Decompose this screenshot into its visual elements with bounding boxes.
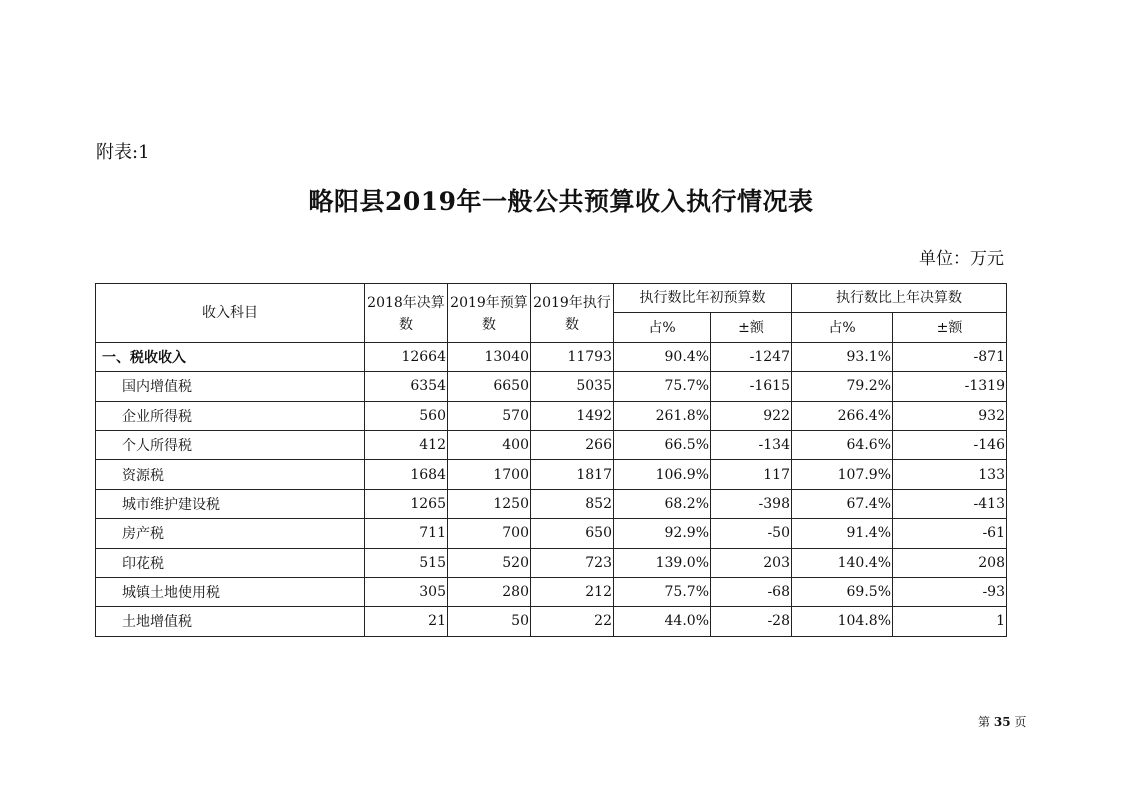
- cell-diff-budget: -398: [711, 489, 792, 518]
- cell-pct-budget: 261.8%: [614, 401, 711, 430]
- row-name: 印花税: [96, 548, 365, 577]
- cell-pct-budget: 90.4%: [614, 342, 711, 371]
- cell-diff-budget: -1615: [711, 372, 792, 401]
- cell-2018-final: 12664: [365, 342, 448, 371]
- cell-diff-lastyear: -1319: [893, 372, 1007, 401]
- cell-pct-lastyear: 79.2%: [792, 372, 893, 401]
- table-row: [96, 460, 1007, 489]
- cell-2019-budget: 13040: [448, 342, 531, 371]
- header-2018-final: 2018年决算数: [365, 284, 448, 343]
- row-name: 城镇土地使用税: [96, 577, 365, 606]
- cell-pct-lastyear: 266.4%: [792, 401, 893, 430]
- cell-pct-budget: 75.7%: [614, 577, 711, 606]
- table-row: [96, 489, 1007, 518]
- cell-diff-lastyear: 1: [893, 607, 1007, 636]
- row-name: 城市维护建设税: [96, 489, 365, 518]
- cell-pct-lastyear: 107.9%: [792, 460, 893, 489]
- unit-label: 单位：万元: [919, 249, 1004, 269]
- cell-diff-budget: 203: [711, 548, 792, 577]
- cell-pct-budget: 68.2%: [614, 489, 711, 518]
- cell-2019-exec: 723: [531, 548, 614, 577]
- cell-diff-budget: -68: [711, 577, 792, 606]
- cell-2018-final: 305: [365, 577, 448, 606]
- cell-2019-budget: 50: [448, 607, 531, 636]
- page-number-value: 35: [993, 715, 1011, 729]
- header-2019-exec: 2019年执行数: [531, 284, 614, 343]
- table-row: [96, 548, 1007, 577]
- cell-2018-final: 515: [365, 548, 448, 577]
- cell-diff-budget: -50: [711, 519, 792, 548]
- cell-2019-budget: 280: [448, 577, 531, 606]
- row-name: 一、税收收入: [96, 342, 365, 371]
- cell-diff-lastyear: -146: [893, 430, 1007, 459]
- cell-pct-budget: 139.0%: [614, 548, 711, 577]
- revenue-table: [95, 283, 1007, 637]
- table-row: [96, 577, 1007, 606]
- header-diff-budget: ±额: [711, 313, 792, 342]
- cell-diff-budget: -28: [711, 607, 792, 636]
- row-name: 资源税: [96, 460, 365, 489]
- cell-2018-final: 6354: [365, 372, 448, 401]
- row-name: 企业所得税: [96, 401, 365, 430]
- header-group-vs-budget: 执行数比年初预算数: [614, 284, 792, 313]
- cell-diff-budget: 922: [711, 401, 792, 430]
- cell-2018-final: 1265: [365, 489, 448, 518]
- table-row: [96, 430, 1007, 459]
- cell-diff-lastyear: 208: [893, 548, 1007, 577]
- cell-diff-lastyear: -413: [893, 489, 1007, 518]
- header-2019-budget: 2019年预算数: [448, 284, 531, 343]
- header-group-vs-lastyear: 执行数比上年决算数: [792, 284, 1007, 313]
- appendix-label: 附表:1: [96, 142, 150, 163]
- cell-diff-budget: 117: [711, 460, 792, 489]
- header-pct-lastyear: 占%: [792, 313, 893, 342]
- table-row: [96, 342, 1007, 371]
- cell-2019-budget: 400: [448, 430, 531, 459]
- cell-2018-final: 560: [365, 401, 448, 430]
- row-name: 个人所得税: [96, 430, 365, 459]
- page-suffix: 页: [1014, 715, 1027, 729]
- cell-diff-lastyear: -93: [893, 577, 1007, 606]
- table-row: [96, 401, 1007, 430]
- row-name: 国内增值税: [96, 372, 365, 401]
- cell-2019-exec: 852: [531, 489, 614, 518]
- cell-2019-budget: 520: [448, 548, 531, 577]
- cell-2019-exec: 650: [531, 519, 614, 548]
- cell-2019-exec: 5035: [531, 372, 614, 401]
- cell-2019-exec: 266: [531, 430, 614, 459]
- cell-diff-budget: -1247: [711, 342, 792, 371]
- row-name: 土地增值税: [96, 607, 365, 636]
- cell-diff-budget: -134: [711, 430, 792, 459]
- cell-diff-lastyear: -871: [893, 342, 1007, 371]
- cell-2018-final: 412: [365, 430, 448, 459]
- header-diff-lastyear: ±额: [893, 313, 1007, 342]
- cell-pct-lastyear: 104.8%: [792, 607, 893, 636]
- table-row: [96, 519, 1007, 548]
- row-name: 房产税: [96, 519, 365, 548]
- page-number: [978, 713, 1026, 730]
- cell-2019-budget: 1250: [448, 489, 531, 518]
- cell-2019-budget: 570: [448, 401, 531, 430]
- cell-2019-exec: 1492: [531, 401, 614, 430]
- table-row: [96, 607, 1007, 636]
- cell-pct-budget: 44.0%: [614, 607, 711, 636]
- cell-diff-lastyear: 133: [893, 460, 1007, 489]
- cell-pct-lastyear: 64.6%: [792, 430, 893, 459]
- header-item: 收入科目: [96, 284, 365, 343]
- cell-2019-exec: 22: [531, 607, 614, 636]
- table-row: [96, 372, 1007, 401]
- cell-2018-final: 21: [365, 607, 448, 636]
- cell-2019-exec: 1817: [531, 460, 614, 489]
- page-prefix: 第: [978, 715, 991, 729]
- cell-pct-budget: 106.9%: [614, 460, 711, 489]
- cell-2019-budget: 700: [448, 519, 531, 548]
- cell-diff-lastyear: 932: [893, 401, 1007, 430]
- cell-2018-final: 1684: [365, 460, 448, 489]
- cell-2019-exec: 11793: [531, 342, 614, 371]
- cell-pct-lastyear: 67.4%: [792, 489, 893, 518]
- header-pct-budget: 占%: [614, 313, 711, 342]
- cell-pct-lastyear: 93.1%: [792, 342, 893, 371]
- cell-2018-final: 711: [365, 519, 448, 548]
- cell-pct-budget: 75.7%: [614, 372, 711, 401]
- cell-pct-lastyear: 91.4%: [792, 519, 893, 548]
- cell-pct-budget: 92.9%: [614, 519, 711, 548]
- cell-pct-lastyear: 69.5%: [792, 577, 893, 606]
- cell-2019-exec: 212: [531, 577, 614, 606]
- cell-2019-budget: 1700: [448, 460, 531, 489]
- cell-2019-budget: 6650: [448, 372, 531, 401]
- cell-pct-lastyear: 140.4%: [792, 548, 893, 577]
- page-title: 略阳县2019年一般公共预算收入执行情况表: [308, 187, 814, 216]
- cell-pct-budget: 66.5%: [614, 430, 711, 459]
- cell-diff-lastyear: -61: [893, 519, 1007, 548]
